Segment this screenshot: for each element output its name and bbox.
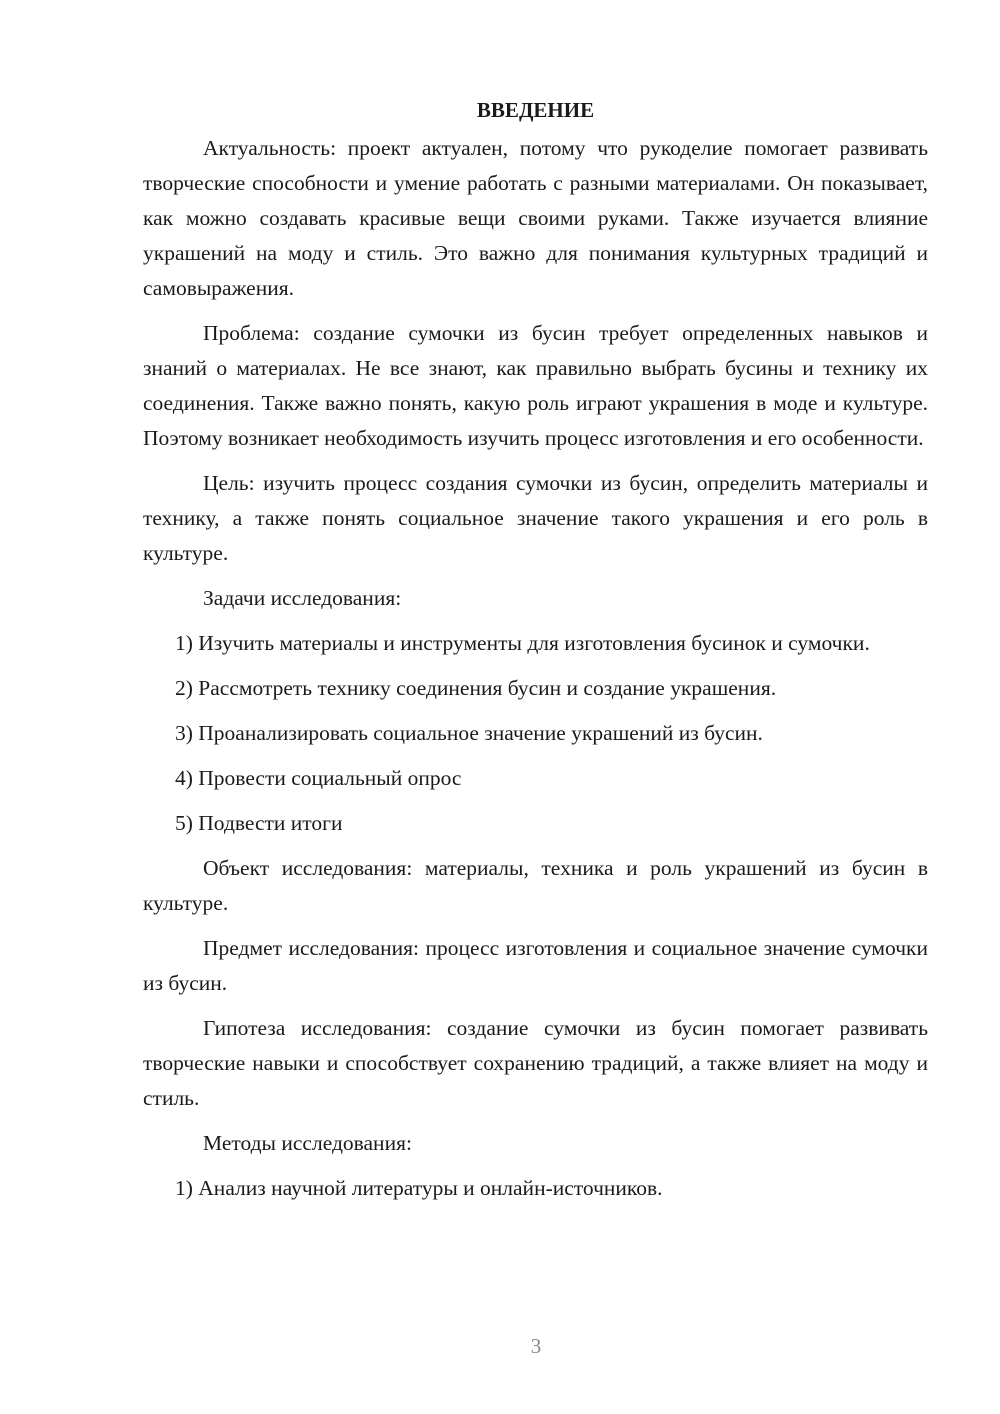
hypothesis-paragraph: Гипотеза исследования: создание сумочки из бусин помогает развивать творческие навыки и способствует сохранению традиций, а также влияет на моду и стиль. <box>143 1016 928 1110</box>
task-item: 1) Изучить материалы и инструменты для изготовления бусинок и сумочки. <box>175 631 870 655</box>
page-number: 3 <box>530 1334 542 1358</box>
task-item: 4) Провести социальный опрос <box>175 766 462 790</box>
subject-paragraph: Предмет исследования: процесс изготовления и социальное значение сумочки из бусин. <box>143 936 928 995</box>
goal-paragraph: Цель: изучить процесс создания сумочки из бусин, определить материалы и технику, а также понять социальное значение такого украшения и его роль в культуре. <box>143 471 928 565</box>
tasks-heading: Задачи исследования: <box>203 586 402 610</box>
relevance-paragraph: Актуальность: проект актуален, потому что рукоделие помогает развивать творческие способности и умение работать с разными материалами. Он показывает, как можно создавать красивые вещи своими руками. Также изучается влияние украшений на моду и стиль. Это важно для понимания культурных традиций и самовыражения. <box>143 136 928 300</box>
task-item: 2) Рассмотреть технику соединения бусин и создание украшения. <box>175 676 777 700</box>
document-page <box>143 95 928 1216</box>
task-item: 3) Проанализировать социальное значение украшений из бусин. <box>175 721 763 745</box>
task-item: 5) Подвести итоги <box>175 811 343 835</box>
problem-paragraph: Проблема: создание сумочки из бусин требует определенных навыков и знаний о материалах. Не все знают, как правильно выбрать бусины и технику их соединения. Также важно понять, какую роль играют украшения в моде и культуре. Поэтому возникает необходимость изучить процесс изготовления и его особенности. <box>143 321 928 450</box>
section-heading: ВВЕДЕНИЕ <box>476 98 595 122</box>
methods-heading: Методы исследования: <box>203 1131 412 1155</box>
object-paragraph: Объект исследования: материалы, техника и роль украшений из бусин в культуре. <box>143 856 928 915</box>
method-item: 1) Анализ научной литературы и онлайн-источников. <box>175 1176 663 1200</box>
